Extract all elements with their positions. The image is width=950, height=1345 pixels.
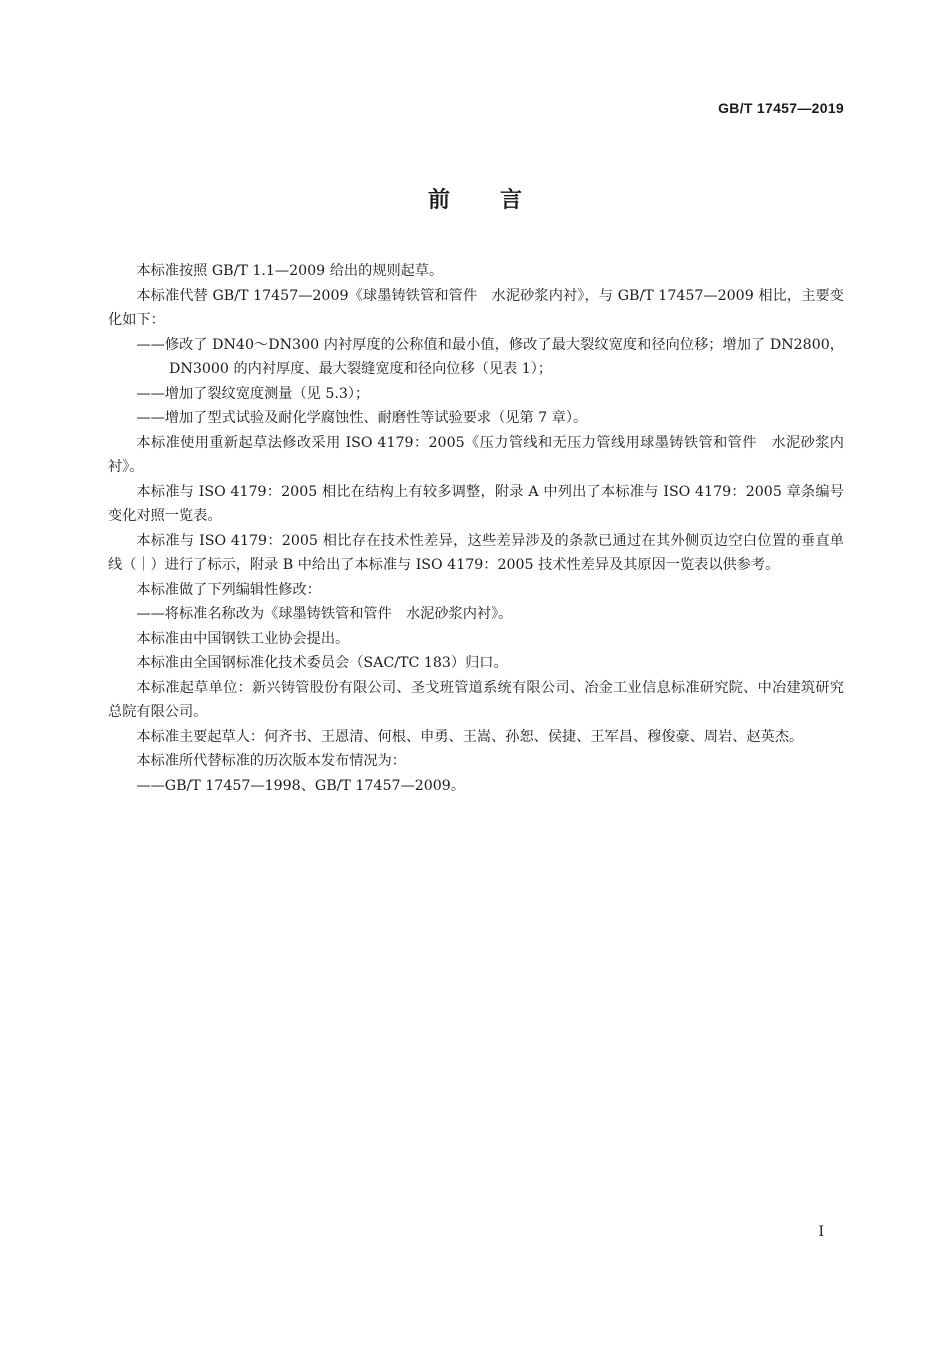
standard-code: GB/T 17457—2019	[718, 100, 844, 116]
paragraph-drafters: 本标准主要起草人：何齐书、王恩清、何根、申勇、王嵩、孙恕、侯捷、王军昌、穆俊豪、周岩、赵英杰。	[136, 728, 804, 745]
paragraph-replacement: 本标准代替 GB/T 17457—2009《球墨铸铁管和管件 水泥砂浆内衬》，与 GB/T 17457—2009 相比，主要变化如下：	[108, 287, 844, 328]
paragraph-proposer: 本标准由中国钢铁工业协会提出。	[136, 630, 350, 647]
page-number: I	[818, 1224, 824, 1240]
editorial-item-text: ——将标准名称改为《球墨铸铁管和管件 水泥砂浆内衬》。	[136, 606, 513, 622]
change-item-text: ——修改了 DN40～DN300 内衬厚度的公称值和最小值，修改了最大裂纹宽度和径向位移；增加了 DN2800，DN3000 的内衬厚度、最大裂缝宽度和径向位移（见表 1）；	[136, 336, 844, 377]
page-title: 前言	[427, 188, 572, 213]
paragraph-committee: 本标准由全国钢标准化技术委员会（SAC/TC 183）归口。	[136, 655, 508, 671]
paragraph-editorial-changes: 本标准做了下列编辑性修改：	[136, 581, 321, 598]
change-item-text: ——增加了型式试验及耐化学腐蚀性、耐磨性等试验要求（见第 7 章）。	[136, 410, 588, 426]
change-item-text: ——增加了裂纹宽度测量（见 5.3）；	[136, 385, 370, 402]
previous-editions-item	[108, 774, 844, 799]
change-item-lining-thickness	[108, 333, 844, 382]
change-item-type-test	[108, 406, 844, 431]
paragraph-drafting-rules: 本标准按照 GB/T 1.1—2009 给出的规则起草。	[136, 263, 444, 279]
change-item-crack-width	[108, 382, 844, 407]
foreword-body	[108, 259, 844, 798]
previous-editions-text: ——GB/T 17457—1998、GB/T 17457—2009。	[136, 777, 466, 794]
paragraph-previous-editions: 本标准所代替标准的历次版本发布情况为：	[136, 753, 406, 769]
editorial-item-rename	[108, 602, 844, 627]
paragraph-technical-differences: 本标准与 ISO 4179：2005 相比存在技术性差异，这些差异涉及的条款已通过在其外侧页边空白位置的垂直单线（｜）进行了标示，附录 B 中给出了本标准与 ISO 4179：2005 技术性差异及其原因一览表以供参考。	[108, 532, 844, 573]
paragraph-drafting-units: 本标准起草单位：新兴铸管股份有限公司、圣戈班管道系统有限公司、冶金工业信息标准研究院、中冶建筑研究总院有限公司。	[108, 679, 844, 720]
paragraph-structure-changes: 本标准与 ISO 4179：2005 相比在结构上有较多调整，附录 A 中列出了本标准与 ISO 4179：2005 章条编号变化对照一览表。	[108, 483, 844, 524]
paragraph-iso-adoption: 本标准使用重新起草法修改采用 ISO 4179：2005《压力管线和无压力管线用球墨铸铁管和管件 水泥砂浆内衬》。	[108, 434, 844, 475]
